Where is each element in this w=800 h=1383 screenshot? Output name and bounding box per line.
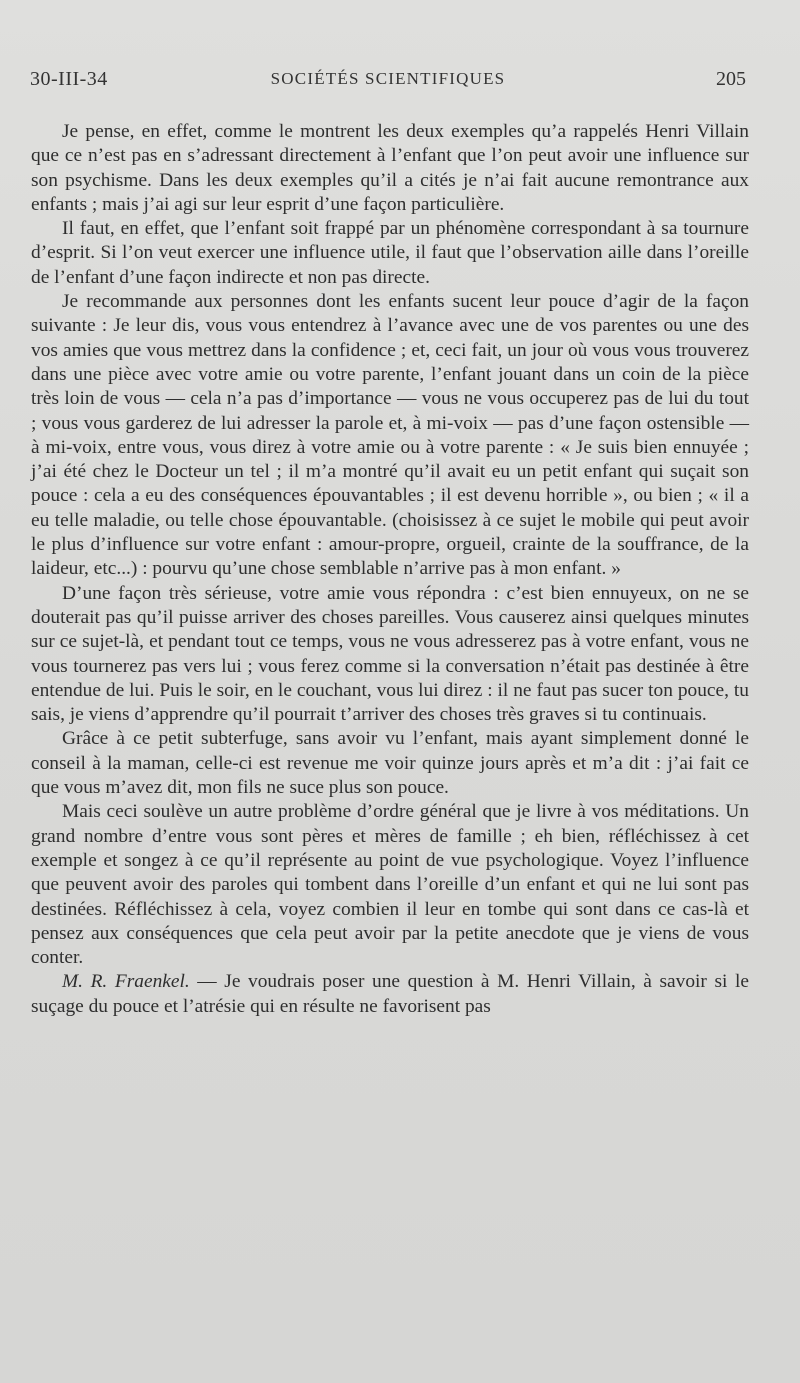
speaker-text: — Je voudrais poser une question à M. Henri Villain, à savoir si le suçage du pouce et l’atrésie qui en résulte ne favorisent pas: [31, 971, 749, 1017]
paragraph-3: Je recommande aux personnes dont les enfants sucent leur pouce d’agir de la façon suivante : Je leur dis, vous vous entendrez à l’avance avec une de vos parentes ou une des vos amies que vous mettrez dans la confidence ; et, ceci fait, un jour où vous vous trouverez dans une pièce avec votre amie ou votre parente, l’enfant jouant dans un coin de la pièce très loin de vous — cela n’a pas d’importance — vous ne vous occuperez pas de lui du tout ; vous vous garderez de lui adresser la parole et, à mi-voix — pas d’une façon ostensible — à mi-voix, entre vous, vous direz à votre amie ou à votre parente : « Je suis bien ennuyée ; j’ai été chez le Docteur un tel ; il m’a montré qu’il avait eu un petit enfant qui suçait son pouce : cela a eu des conséquences épouvantables ; il est devenu horrible », ou bien ; « il a eu telle maladie, ou telle chose épouvantable. (choisissez à ce sujet le mobile qui peut avoir le plus d’influence sur votre enfant : amour-propre, orgueil, crainte de la souffrance, de la laideur, etc...) : pourvu qu’une chose semblable n’arrive pas à mon enfant. »: [31, 291, 749, 580]
paragraph-4: D’une façon très sérieuse, votre amie vous répondra : c’est bien ennuyeux, on ne se douterait pas qu’il puisse arriver des choses pareilles. Vous causerez ainsi quelques minutes sur ce sujet-là, et pendant tout ce temps, vous ne vous adresserez pas à votre enfant, vous ne vous tournerez pas vers lui ; vous ferez comme si la conversation n’était pas destinée à être entendue de lui. Puis le soir, en le couchant, vous lui direz : il ne faut pas sucer ton pouce, tu sais, je viens d’apprendre qu’il pourrait t’arriver des choses très graves si tu continuais.: [31, 582, 749, 726]
speaker-name: M. R. Fraenkel.: [62, 971, 190, 993]
paragraph-2: Il faut, en effet, que l’enfant soit frappé par un phénomène correspondant à sa tournure d’esprit. Si l’on veut exercer une influence utile, il faut que l’observation aille dans l’oreille de l’enfant d’une façon indirecte et non pas directe.: [31, 218, 749, 288]
paragraph-5: Grâce à ce petit subterfuge, sans avoir vu l’enfant, mais ayant simplement donné le conseil à la maman, celle-ci est revenue me voir quinze jours après et m’a dit : j’ai fait ce que vous m’avez dit, mon fils ne suce plus son pouce.: [31, 728, 749, 799]
paragraph-7: [31, 970, 749, 1019]
page-body: [31, 120, 749, 1019]
running-header: [30, 68, 746, 100]
paragraph-1: Je pense, en effet, comme le montrent les deux exemples qu’a rappelés Henri Villain que ce n’est pas en s’adressant directement à l’enfant que l’on peut avoir une influence sur son psychisme. Dans les deux exemples qu’il a cités je n’ai fait aucune remontrance aux enfants ; mais j’ai agi sur leur esprit d’une façon particulière.: [31, 121, 749, 215]
paragraph-6: Mais ceci soulève un autre problème d’ordre général que je livre à vos méditations. Un grand nombre d’entre vous sont pères et mères de famille ; eh bien, réfléchissez à cet exemple et songez à ce qu’il représente au point de vue psychologique. Voyez l’influence que peuvent avoir des paroles qui tombent dans l’oreille d’un enfant et qui ne lui sont pas destinées. Réfléchissez à cela, voyez combien il leur en tombe qui sont dans ce cas-là et pensez aux conséquences que cela peut avoir par la petite anecdote que je viens de vous conter.: [31, 801, 749, 969]
page-number: 205: [716, 68, 746, 90]
header-section-title: SOCIÉTÉS SCIENTIFIQUES: [270, 69, 506, 88]
header-date: 30-III-34: [30, 68, 108, 90]
